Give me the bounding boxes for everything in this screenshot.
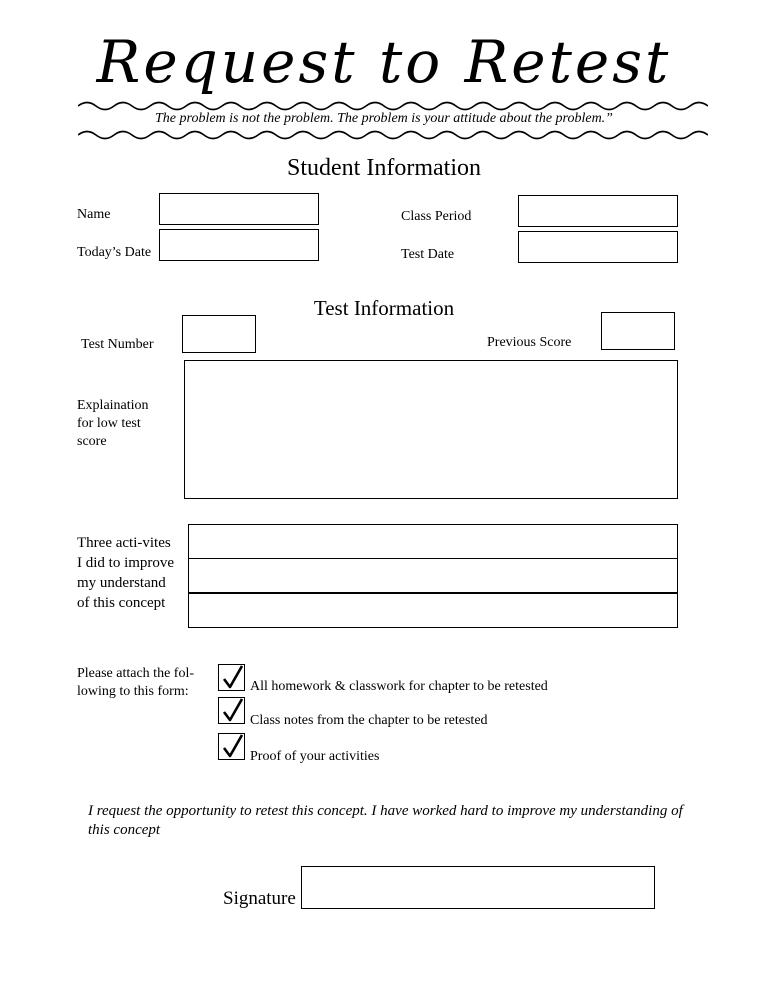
explanation-label: Explaination for low test score xyxy=(77,398,149,449)
attach-item-homework: All homework & classwork for chapter to be retested xyxy=(250,679,548,694)
todays-date-field[interactable] xyxy=(159,229,319,261)
name-field[interactable] xyxy=(159,193,319,225)
page-title: Request to Retest xyxy=(96,28,672,96)
test-number-field[interactable] xyxy=(182,315,256,353)
request-statement: I request the opportunity to retest this concept. I have worked hard to improve my understanding of this concept xyxy=(88,803,683,838)
name-label: Name xyxy=(77,207,111,222)
activity-field-1[interactable] xyxy=(188,524,678,559)
activity-field-3[interactable] xyxy=(188,593,678,628)
signature-label: Signature xyxy=(223,888,296,909)
class-period-label: Class Period xyxy=(401,209,472,224)
activities-label: Three acti-vites I did to improve my understand of this concept xyxy=(77,535,175,611)
test-date-field[interactable] xyxy=(518,231,678,263)
todays-date-label: Today’s Date xyxy=(77,245,152,260)
previous-score-field[interactable] xyxy=(601,312,675,350)
homework-checkbox[interactable] xyxy=(218,664,245,691)
signature-field[interactable] xyxy=(301,866,655,909)
activities-checkbox[interactable] xyxy=(218,733,245,760)
test-info-heading: Test Information xyxy=(313,296,455,320)
previous-score-label: Previous Score xyxy=(487,335,572,350)
attach-label: Please attach the fol-lowing to this form: xyxy=(77,666,195,699)
activity-field-2[interactable] xyxy=(188,558,678,593)
wavy-divider-bottom xyxy=(78,128,708,142)
checkmark-icon xyxy=(220,696,246,724)
checkmark-icon xyxy=(220,663,246,691)
checkmark-icon xyxy=(220,732,246,760)
notes-checkbox[interactable] xyxy=(218,697,245,724)
test-date-label: Test Date xyxy=(401,247,455,262)
attach-item-notes: Class notes from the chapter to be retested xyxy=(250,713,488,728)
class-period-field[interactable] xyxy=(518,195,678,227)
quote-text: The problem is not the problem. The problem is your attitude about the problem.” xyxy=(155,111,613,126)
attach-item-proof: Proof of your activities xyxy=(250,749,380,764)
explanation-field[interactable] xyxy=(184,360,678,499)
test-number-label: Test Number xyxy=(81,337,154,352)
student-info-heading: Student Information xyxy=(287,155,481,181)
